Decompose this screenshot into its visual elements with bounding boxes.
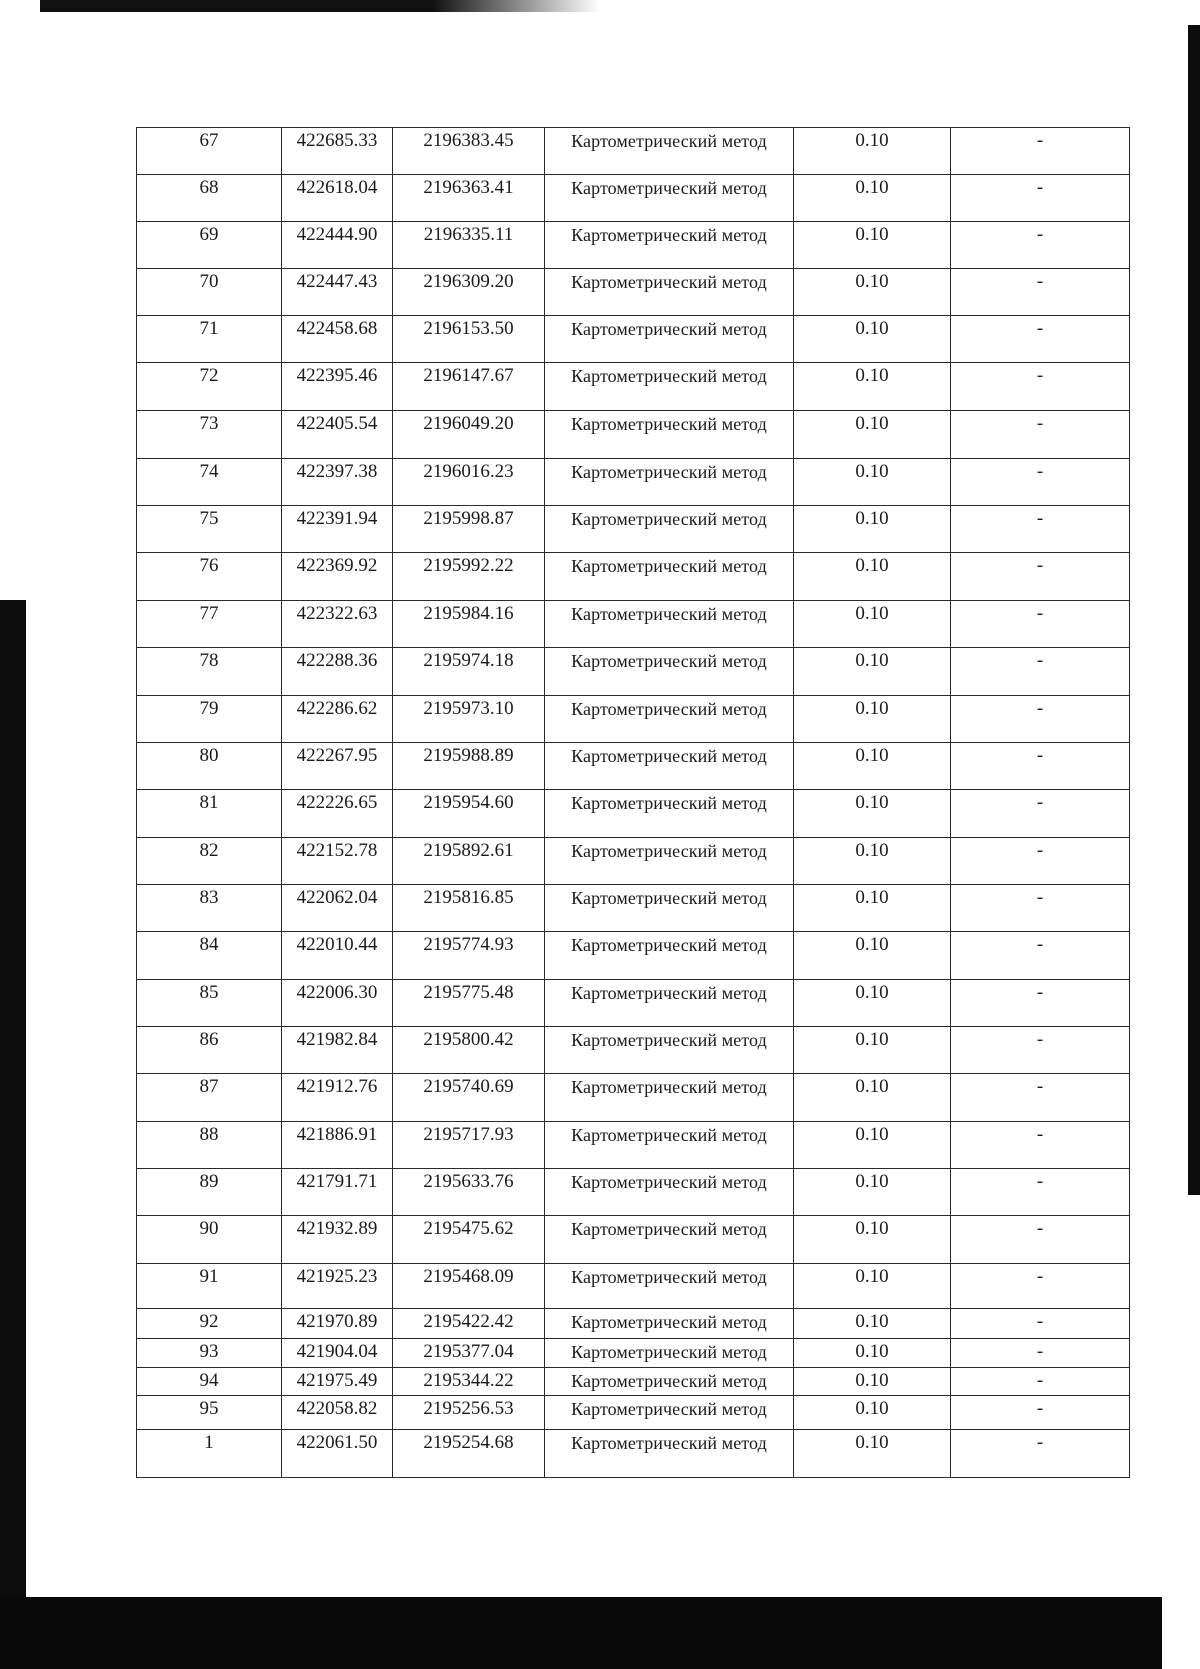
note-cell: - <box>951 1074 1130 1122</box>
table-row <box>137 1074 1130 1122</box>
accuracy-cell: 0.10 <box>794 1339 951 1368</box>
x-coordinate-cell: 422288.36 <box>282 648 393 696</box>
note-cell: - <box>951 1027 1130 1074</box>
x-coordinate-cell: 422062.04 <box>282 885 393 932</box>
table-row <box>137 1309 1130 1339</box>
point-number-cell: 76 <box>137 553 282 601</box>
y-coordinate-cell: 2195740.69 <box>393 1074 545 1122</box>
point-number-cell: 74 <box>137 459 282 506</box>
point-number-cell: 82 <box>137 838 282 885</box>
x-coordinate-cell: 422405.54 <box>282 411 393 459</box>
note-cell: - <box>951 1368 1130 1396</box>
table-row <box>137 1216 1130 1264</box>
x-coordinate-cell: 421912.76 <box>282 1074 393 1122</box>
x-coordinate-cell: 421975.49 <box>282 1368 393 1396</box>
y-coordinate-cell: 2196363.41 <box>393 175 545 222</box>
note-cell: - <box>951 1396 1130 1430</box>
x-coordinate-cell: 422458.68 <box>282 316 393 363</box>
table-row <box>137 175 1130 222</box>
accuracy-cell: 0.10 <box>794 553 951 601</box>
accuracy-cell: 0.10 <box>794 269 951 316</box>
y-coordinate-cell: 2195775.48 <box>393 980 545 1027</box>
accuracy-cell: 0.10 <box>794 743 951 790</box>
accuracy-cell: 0.10 <box>794 222 951 269</box>
note-cell: - <box>951 506 1130 553</box>
note-cell: - <box>951 128 1130 175</box>
point-number-cell: 81 <box>137 790 282 838</box>
method-cell: Картометрический метод <box>545 1122 794 1169</box>
table-row <box>137 222 1130 269</box>
method-cell: Картометрический метод <box>545 222 794 269</box>
note-cell: - <box>951 1122 1130 1169</box>
y-coordinate-cell: 2195974.18 <box>393 648 545 696</box>
accuracy-cell: 0.10 <box>794 1396 951 1430</box>
note-cell: - <box>951 222 1130 269</box>
method-cell: Картометрический метод <box>545 932 794 980</box>
table-row <box>137 1339 1130 1368</box>
note-cell: - <box>951 269 1130 316</box>
note-cell: - <box>951 1169 1130 1216</box>
x-coordinate-cell: 421886.91 <box>282 1122 393 1169</box>
method-cell: Картометрический метод <box>545 411 794 459</box>
accuracy-cell: 0.10 <box>794 1309 951 1339</box>
note-cell: - <box>951 838 1130 885</box>
table-row <box>137 269 1130 316</box>
y-coordinate-cell: 2195988.89 <box>393 743 545 790</box>
x-coordinate-cell: 422010.44 <box>282 932 393 980</box>
y-coordinate-cell: 2196383.45 <box>393 128 545 175</box>
coordinates-table <box>136 127 1130 1478</box>
accuracy-cell: 0.10 <box>794 1074 951 1122</box>
y-coordinate-cell: 2195892.61 <box>393 838 545 885</box>
y-coordinate-cell: 2195998.87 <box>393 506 545 553</box>
note-cell: - <box>951 980 1130 1027</box>
method-cell: Картометрический метод <box>545 1264 794 1309</box>
x-coordinate-cell: 421982.84 <box>282 1027 393 1074</box>
table-row <box>137 1396 1130 1430</box>
table-row <box>137 553 1130 601</box>
method-cell: Картометрический метод <box>545 175 794 222</box>
method-cell: Картометрический метод <box>545 1309 794 1339</box>
note-cell: - <box>951 932 1130 980</box>
note-cell: - <box>951 411 1130 459</box>
note-cell: - <box>951 1339 1130 1368</box>
accuracy-cell: 0.10 <box>794 601 951 648</box>
table-row <box>137 838 1130 885</box>
y-coordinate-cell: 2195344.22 <box>393 1368 545 1396</box>
table-row <box>137 696 1130 743</box>
note-cell: - <box>951 885 1130 932</box>
y-coordinate-cell: 2195816.85 <box>393 885 545 932</box>
x-coordinate-cell: 422152.78 <box>282 838 393 885</box>
accuracy-cell: 0.10 <box>794 932 951 980</box>
method-cell: Картометрический метод <box>545 1396 794 1430</box>
method-cell: Картометрический метод <box>545 885 794 932</box>
method-cell: Картометрический метод <box>545 363 794 411</box>
y-coordinate-cell: 2196147.67 <box>393 363 545 411</box>
point-number-cell: 88 <box>137 1122 282 1169</box>
table-row <box>137 885 1130 932</box>
method-cell: Картометрический метод <box>545 648 794 696</box>
y-coordinate-cell: 2195377.04 <box>393 1339 545 1368</box>
y-coordinate-cell: 2195254.68 <box>393 1430 545 1478</box>
method-cell: Картометрический метод <box>545 506 794 553</box>
note-cell: - <box>951 1309 1130 1339</box>
note-cell: - <box>951 790 1130 838</box>
x-coordinate-cell: 421932.89 <box>282 1216 393 1264</box>
table-row <box>137 1027 1130 1074</box>
point-number-cell: 68 <box>137 175 282 222</box>
note-cell: - <box>951 743 1130 790</box>
point-number-cell: 86 <box>137 1027 282 1074</box>
y-coordinate-cell: 2195717.93 <box>393 1122 545 1169</box>
method-cell: Картометрический метод <box>545 1027 794 1074</box>
table-row <box>137 363 1130 411</box>
coordinates-table-body <box>137 128 1130 1478</box>
x-coordinate-cell: 422061.50 <box>282 1430 393 1478</box>
method-cell: Картометрический метод <box>545 1169 794 1216</box>
table-row <box>137 506 1130 553</box>
point-number-cell: 89 <box>137 1169 282 1216</box>
method-cell: Картометрический метод <box>545 790 794 838</box>
point-number-cell: 1 <box>137 1430 282 1478</box>
point-number-cell: 69 <box>137 222 282 269</box>
x-coordinate-cell: 422226.65 <box>282 790 393 838</box>
note-cell: - <box>951 175 1130 222</box>
point-number-cell: 70 <box>137 269 282 316</box>
y-coordinate-cell: 2195984.16 <box>393 601 545 648</box>
table-row <box>137 1430 1130 1478</box>
point-number-cell: 67 <box>137 128 282 175</box>
note-cell: - <box>951 696 1130 743</box>
y-coordinate-cell: 2196335.11 <box>393 222 545 269</box>
method-cell: Картометрический метод <box>545 553 794 601</box>
y-coordinate-cell: 2195800.42 <box>393 1027 545 1074</box>
note-cell: - <box>951 1264 1130 1309</box>
x-coordinate-cell: 422447.43 <box>282 269 393 316</box>
x-coordinate-cell: 422395.46 <box>282 363 393 411</box>
x-coordinate-cell: 421904.04 <box>282 1339 393 1368</box>
accuracy-cell: 0.10 <box>794 316 951 363</box>
x-coordinate-cell: 422267.95 <box>282 743 393 790</box>
point-number-cell: 75 <box>137 506 282 553</box>
accuracy-cell: 0.10 <box>794 790 951 838</box>
table-row <box>137 1264 1130 1309</box>
scan-edge-top <box>40 0 600 12</box>
note-cell: - <box>951 459 1130 506</box>
point-number-cell: 72 <box>137 363 282 411</box>
scan-edge-left <box>0 600 26 1669</box>
accuracy-cell: 0.10 <box>794 175 951 222</box>
y-coordinate-cell: 2196309.20 <box>393 269 545 316</box>
y-coordinate-cell: 2195256.53 <box>393 1396 545 1430</box>
method-cell: Картометрический метод <box>545 696 794 743</box>
note-cell: - <box>951 363 1130 411</box>
point-number-cell: 93 <box>137 1339 282 1368</box>
note-cell: - <box>951 316 1130 363</box>
method-cell: Картометрический метод <box>545 269 794 316</box>
x-coordinate-cell: 421925.23 <box>282 1264 393 1309</box>
point-number-cell: 84 <box>137 932 282 980</box>
point-number-cell: 71 <box>137 316 282 363</box>
table-row <box>137 128 1130 175</box>
y-coordinate-cell: 2195774.93 <box>393 932 545 980</box>
point-number-cell: 78 <box>137 648 282 696</box>
method-cell: Картометрический метод <box>545 1074 794 1122</box>
accuracy-cell: 0.10 <box>794 648 951 696</box>
x-coordinate-cell: 422685.33 <box>282 128 393 175</box>
note-cell: - <box>951 1216 1130 1264</box>
table-row <box>137 790 1130 838</box>
point-number-cell: 73 <box>137 411 282 459</box>
x-coordinate-cell: 422286.62 <box>282 696 393 743</box>
method-cell: Картометрический метод <box>545 743 794 790</box>
y-coordinate-cell: 2195973.10 <box>393 696 545 743</box>
method-cell: Картометрический метод <box>545 316 794 363</box>
x-coordinate-cell: 422369.92 <box>282 553 393 601</box>
accuracy-cell: 0.10 <box>794 411 951 459</box>
x-coordinate-cell: 421970.89 <box>282 1309 393 1339</box>
table-row <box>137 980 1130 1027</box>
point-number-cell: 85 <box>137 980 282 1027</box>
accuracy-cell: 0.10 <box>794 1264 951 1309</box>
point-number-cell: 91 <box>137 1264 282 1309</box>
accuracy-cell: 0.10 <box>794 363 951 411</box>
point-number-cell: 83 <box>137 885 282 932</box>
x-coordinate-cell: 422397.38 <box>282 459 393 506</box>
accuracy-cell: 0.10 <box>794 1122 951 1169</box>
accuracy-cell: 0.10 <box>794 506 951 553</box>
method-cell: Картометрический метод <box>545 1216 794 1264</box>
table-row <box>137 411 1130 459</box>
point-number-cell: 92 <box>137 1309 282 1339</box>
method-cell: Картометрический метод <box>545 601 794 648</box>
y-coordinate-cell: 2196016.23 <box>393 459 545 506</box>
table-row <box>137 1122 1130 1169</box>
x-coordinate-cell: 422391.94 <box>282 506 393 553</box>
method-cell: Картометрический метод <box>545 980 794 1027</box>
method-cell: Картометрический метод <box>545 128 794 175</box>
note-cell: - <box>951 1430 1130 1478</box>
y-coordinate-cell: 2195954.60 <box>393 790 545 838</box>
y-coordinate-cell: 2195468.09 <box>393 1264 545 1309</box>
method-cell: Картометрический метод <box>545 1368 794 1396</box>
x-coordinate-cell: 422006.30 <box>282 980 393 1027</box>
point-number-cell: 87 <box>137 1074 282 1122</box>
table-row <box>137 648 1130 696</box>
table-row <box>137 932 1130 980</box>
method-cell: Картометрический метод <box>545 838 794 885</box>
accuracy-cell: 0.10 <box>794 885 951 932</box>
accuracy-cell: 0.10 <box>794 1027 951 1074</box>
accuracy-cell: 0.10 <box>794 128 951 175</box>
scan-edge-bottom <box>0 1597 1162 1669</box>
table-row <box>137 459 1130 506</box>
y-coordinate-cell: 2195633.76 <box>393 1169 545 1216</box>
table-row <box>137 1169 1130 1216</box>
accuracy-cell: 0.10 <box>794 1368 951 1396</box>
accuracy-cell: 0.10 <box>794 838 951 885</box>
point-number-cell: 90 <box>137 1216 282 1264</box>
accuracy-cell: 0.10 <box>794 696 951 743</box>
x-coordinate-cell: 422444.90 <box>282 222 393 269</box>
table-row <box>137 1368 1130 1396</box>
x-coordinate-cell: 422058.82 <box>282 1396 393 1430</box>
y-coordinate-cell: 2196153.50 <box>393 316 545 363</box>
accuracy-cell: 0.10 <box>794 1169 951 1216</box>
point-number-cell: 79 <box>137 696 282 743</box>
accuracy-cell: 0.10 <box>794 980 951 1027</box>
table-row <box>137 743 1130 790</box>
point-number-cell: 80 <box>137 743 282 790</box>
x-coordinate-cell: 421791.71 <box>282 1169 393 1216</box>
y-coordinate-cell: 2195475.62 <box>393 1216 545 1264</box>
x-coordinate-cell: 422618.04 <box>282 175 393 222</box>
accuracy-cell: 0.10 <box>794 1430 951 1478</box>
method-cell: Картометрический метод <box>545 1339 794 1368</box>
accuracy-cell: 0.10 <box>794 459 951 506</box>
accuracy-cell: 0.10 <box>794 1216 951 1264</box>
note-cell: - <box>951 648 1130 696</box>
point-number-cell: 95 <box>137 1396 282 1430</box>
note-cell: - <box>951 601 1130 648</box>
y-coordinate-cell: 2196049.20 <box>393 411 545 459</box>
y-coordinate-cell: 2195422.42 <box>393 1309 545 1339</box>
method-cell: Картометрический метод <box>545 1430 794 1478</box>
table-row <box>137 316 1130 363</box>
y-coordinate-cell: 2195992.22 <box>393 553 545 601</box>
point-number-cell: 94 <box>137 1368 282 1396</box>
table-row <box>137 601 1130 648</box>
x-coordinate-cell: 422322.63 <box>282 601 393 648</box>
scan-edge-right <box>1188 25 1200 1195</box>
point-number-cell: 77 <box>137 601 282 648</box>
note-cell: - <box>951 553 1130 601</box>
method-cell: Картометрический метод <box>545 459 794 506</box>
